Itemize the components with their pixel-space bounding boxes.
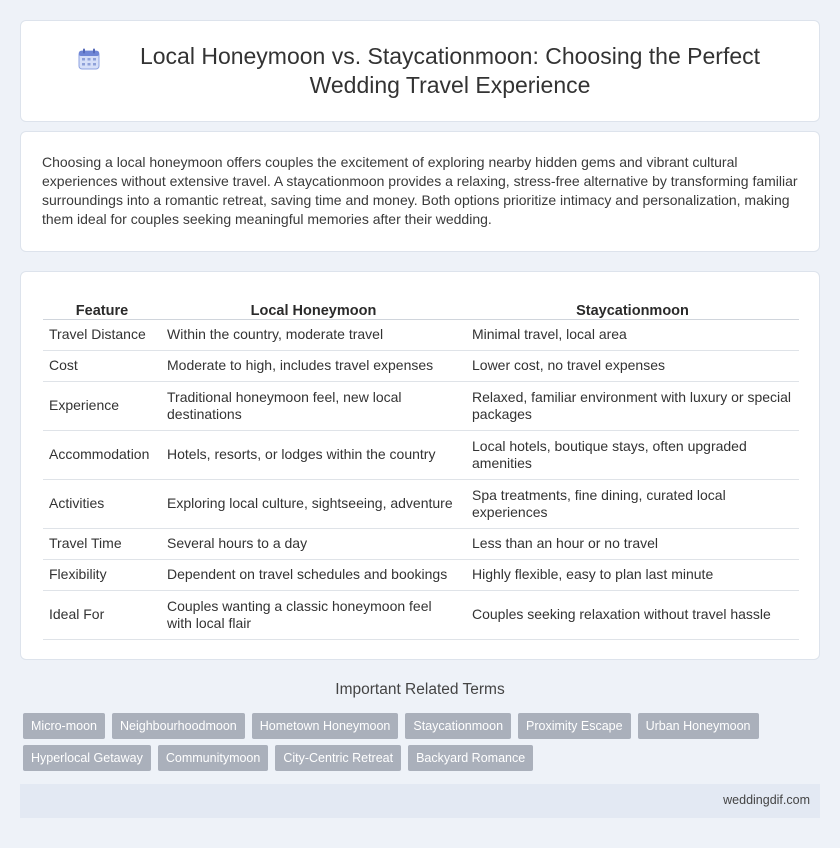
feature-cell: Accommodation [43,430,161,479]
intro-paragraph: Choosing a local honeymoon offers couples the excitement of exploring nearby hidden gems and vibrant cultural experiences without extensive travel. A staycationmoon provides a relaxing, stress-free alternative by transforming familiar surroundings into a romantic retreat, saving time and money. Both options prioritize intimacy and personalization, making them ideal for couples seeking meaningful memories after their wedding. [42,154,798,227]
staycationmoon-cell: Lower cost, no travel expenses [466,350,799,381]
intro-card [20,131,820,252]
page-title: Local Honeymoon vs. Staycationmoon: Choosing the Perfect Wedding Travel Experience [139,43,761,98]
local-honeymoon-cell: Moderate to high, includes travel expenses [161,350,466,381]
feature-cell: Cost [43,350,161,381]
staycationmoon-cell: Spa treatments, fine dining, curated local experiences [466,479,799,528]
related-term-tag[interactable]: Urban Honeymoon [638,713,759,739]
table-row [43,319,799,350]
feature-cell: Travel Distance [43,319,161,350]
table-row [43,350,799,381]
title-card [20,20,820,122]
related-term-tag[interactable]: City-Centric Retreat [275,745,401,771]
staycationmoon-cell: Highly flexible, easy to plan last minute [466,559,799,590]
related-term-tag[interactable]: Staycationmoon [405,713,511,739]
table-row [43,528,799,559]
related-term-tag[interactable]: Proximity Escape [518,713,631,739]
table-header-row [43,297,799,319]
related-term-tag[interactable]: Hyperlocal Getaway [23,745,151,771]
table-row [43,559,799,590]
related-terms-heading: Important Related Terms [335,681,505,698]
comparison-table [43,297,799,640]
column-header-staycationmoon: Staycationmoon [466,297,799,319]
local-honeymoon-cell: Hotels, resorts, or lodges within the country [161,430,466,479]
feature-cell: Travel Time [43,528,161,559]
related-term-tag[interactable]: Micro-moon [23,713,105,739]
staycationmoon-cell: Less than an hour or no travel [466,528,799,559]
table-row [43,381,799,430]
related-term-tag[interactable]: Neighbourhoodmoon [112,713,245,739]
local-honeymoon-cell: Within the country, moderate travel [161,319,466,350]
local-honeymoon-cell: Dependent on travel schedules and bookings [161,559,466,590]
feature-cell: Activities [43,479,161,528]
related-terms-list [23,713,823,777]
staycationmoon-cell: Couples seeking relaxation without travel hassle [466,590,799,639]
table-row [43,430,799,479]
table-row [43,590,799,639]
staycationmoon-cell: Minimal travel, local area [466,319,799,350]
local-honeymoon-cell: Traditional honeymoon feel, new local destinations [161,381,466,430]
comparison-card [20,271,820,660]
column-header-feature: Feature [43,297,161,319]
staycationmoon-cell: Relaxed, familiar environment with luxury or special packages [466,381,799,430]
local-honeymoon-cell: Couples wanting a classic honeymoon feel with local flair [161,590,466,639]
local-honeymoon-cell: Exploring local culture, sightseeing, adventure [161,479,466,528]
feature-cell: Experience [43,381,161,430]
related-term-tag[interactable]: Hometown Honeymoon [252,713,399,739]
staycationmoon-cell: Local hotels, boutique stays, often upgraded amenities [466,430,799,479]
column-header-local-honeymoon: Local Honeymoon [161,297,466,319]
footer-site-link[interactable]: weddingdif.com [723,793,810,807]
feature-cell: Ideal For [43,590,161,639]
table-row [43,479,799,528]
footer [20,784,820,818]
related-term-tag[interactable]: Communitymoon [158,745,268,771]
related-term-tag[interactable]: Backyard Romance [408,745,533,771]
feature-cell: Flexibility [43,559,161,590]
local-honeymoon-cell: Several hours to a day [161,528,466,559]
